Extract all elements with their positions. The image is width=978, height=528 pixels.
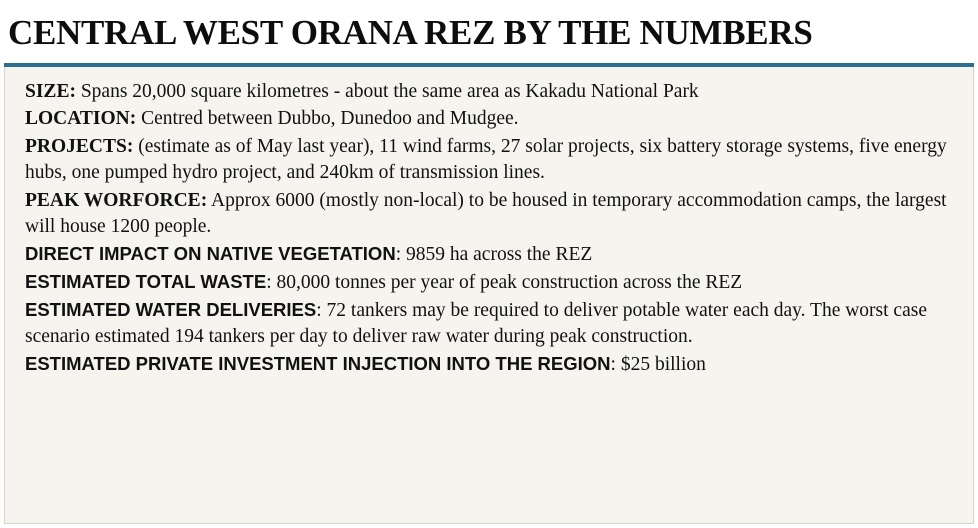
list-item — [25, 352, 957, 378]
fact-value: : $25 billion — [610, 353, 706, 375]
fact-label: PROJECTS: — [25, 136, 134, 158]
list-item — [25, 106, 957, 132]
page-title: CENTRAL WEST ORANA REZ BY THE NUMBERS — [8, 13, 813, 52]
list-item — [25, 79, 957, 105]
fact-value: Spans 20,000 square kilometres - about the same area as Kakadu National Park — [75, 80, 699, 102]
list-item — [25, 298, 957, 350]
fact-label: PEAK WORFORCE: — [25, 190, 208, 212]
list-item — [25, 270, 957, 296]
fact-value: Approx 6000 (mostly non-local) to be housed in temporary accommodation camps, the largest will house 1200 people. — [25, 190, 947, 238]
list-item — [25, 188, 957, 240]
fact-value: Centred between Dubbo, Dunedoo and Mudgee. — [136, 108, 519, 130]
fact-label: SIZE: — [25, 80, 76, 102]
fact-value: : 9859 ha across the REZ — [395, 244, 593, 266]
list-item — [25, 134, 957, 186]
fact-label: ESTIMATED PRIVATE INVESTMENT INJECTION INTO THE REGION — [25, 352, 611, 374]
list-item — [25, 242, 957, 268]
fact-value: : 80,000 tonnes per year of peak construction across the REZ — [266, 271, 743, 293]
fact-label: DIRECT IMPACT ON NATIVE VEGETATION — [25, 243, 396, 265]
fact-label: ESTIMATED TOTAL WASTE — [25, 270, 267, 292]
fact-value: : 72 tankers may be required to deliver potable water each day. The worst case scenario estimated 194 tankers per day to deliver raw water during peak construction. — [25, 299, 927, 347]
fact-value: (estimate as of May last year), 11 wind farms, 27 solar projects, six battery storage systems, five energy hubs, one pumped hydro project, and 240km of transmission lines. — [25, 136, 947, 184]
fact-label: ESTIMATED WATER DELIVERIES — [25, 298, 317, 320]
fact-label: LOCATION: — [25, 108, 137, 130]
fact-list — [4, 67, 974, 525]
